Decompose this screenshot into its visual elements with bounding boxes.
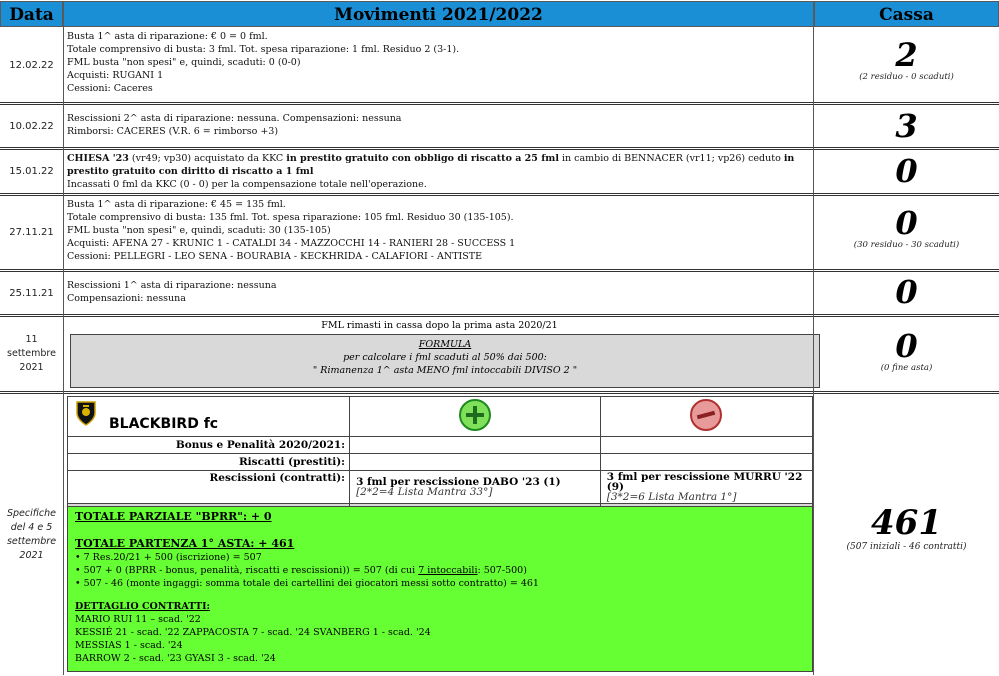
mov-line: Acquisti: RUGANI 1 (67, 70, 164, 81)
contract-line: MESSIAS 1 - scad. '24 (75, 640, 183, 651)
team-cell (68, 397, 350, 437)
table-row (0, 195, 999, 270)
row-cassa (814, 154, 999, 188)
row-date: 10.02.22 (9, 120, 54, 132)
mov-line: FML busta "non spesi" e, quindi, scaduti: 0 (0-0) (67, 57, 301, 68)
bonus-minus (600, 437, 812, 454)
plus-circle-icon (458, 398, 492, 432)
column-divider (813, 27, 814, 675)
date-line: settembre (7, 348, 56, 359)
totale-partenza: TOTALE PARTENZA 1° ASTA: + 461 (75, 537, 295, 550)
resc-note: [3*2=6 Lista Mantra 1°] (606, 491, 737, 503)
mov-line: Rimborsi: CACERES (V.R. 6 = rimborso +3) (67, 126, 279, 137)
mov-line: Cessioni: PELLEGRI - LEO SENA - BOURABIA - KECKHRIDA - CALAFIORI - ANTISTE (67, 251, 483, 262)
table-row (0, 104, 999, 148)
team-name: BLACKBIRD fc (109, 416, 219, 432)
cassa-note: (30 residuo - 30 scaduti) (853, 240, 960, 250)
mov-line-1: CHIESA '23 (vr49; vp30) acquistato da KKC in prestito gratuito con obbligo di riscatto a 25 fml in cambio di BENNACER (vr11; vp26) ceduto in (67, 153, 795, 164)
row-movimenti (63, 110, 814, 146)
contract-line: MARIO RUI 11 – scad. '22 (75, 614, 201, 625)
row-date: 12.02.22 (9, 60, 54, 71)
table-row (0, 28, 999, 103)
row-movimenti (63, 150, 814, 193)
riscatti-minus (600, 454, 812, 471)
row-movimenti (63, 317, 814, 391)
mov-line: Rescissioni 1^ asta di riparazione: nessuna (67, 280, 277, 291)
date-line: del 4 e 5 (10, 522, 53, 533)
cassa-value: 2 (895, 36, 918, 74)
rescissioni-plus (350, 471, 601, 504)
column-divider (63, 27, 64, 675)
minus-circle-icon (689, 398, 723, 432)
row-date: 15.01.22 (9, 166, 54, 177)
formula-line: " Rimanenza 1^ asta MENO fml intoccabili DIVISO 2 " (312, 365, 578, 376)
mov-line: Totale comprensivo di busta: 3 fml. Tot. spesa riparazione: 1 fml. Residuo 2 (3-1). (67, 44, 460, 55)
bullet-line: • 507 + 0 (BPRR - bonus, penalità, riscatti e rescissioni)) = 507 (di cui 7 intoccabili: 507-500) (75, 565, 527, 576)
table-row (0, 271, 999, 315)
row-date: 27.11.21 (9, 227, 54, 238)
cassa-value: 0 (895, 152, 918, 190)
row-cassa (814, 503, 999, 552)
table-row (0, 316, 999, 392)
date-line: 11 (25, 334, 38, 345)
resc-line: 3 fml per rescissione MURRU '22 (9) (606, 471, 803, 493)
row-cassa (814, 275, 999, 309)
date-line: 2021 (19, 550, 44, 561)
minus-header-cell (600, 397, 812, 437)
cassa-value: 461 (871, 503, 942, 543)
bullet-line: • 507 - 46 (monte ingaggi: somma totale dei cartellini dei giocatori messi sotto contratto) = 461 (75, 578, 539, 589)
formula-title: FORMULA (418, 339, 472, 350)
row-cassa (814, 38, 999, 82)
table-row-specifiche (0, 393, 999, 675)
row-date: 25.11.21 (9, 287, 54, 299)
plus-header-cell (350, 397, 601, 437)
bullet-line: • 7 Res.20/21 + 500 (iscrizione) = 507 (75, 552, 262, 563)
mov-line: FML busta "non spesi" e, quindi, scaduti: 30 (135-105) (67, 225, 331, 236)
mov-line: Cessioni: Caceres (67, 83, 153, 94)
formula-box (70, 334, 820, 388)
date-line: Specifiche (7, 508, 56, 519)
row-date (0, 317, 63, 391)
formula-line: per calcolare i fml scaduti al 50% dai 500: (343, 352, 547, 363)
cassa-value: 0 (895, 273, 918, 311)
riscatti-plus (350, 454, 601, 471)
riscatti-label: Riscatti (prestiti): (68, 454, 350, 471)
mov-line: Rescissioni 2^ asta di riparazione: nessuna. Compensazioni: nessuna (67, 113, 402, 124)
row-cassa (814, 109, 999, 143)
mov-line: Totale comprensivo di busta: 135 fml. Tot. spesa riparazione: 105 fml. Residuo 30 (135-105). (67, 212, 514, 223)
row-movimenti (63, 28, 814, 103)
cassa-note: (2 residuo - 0 scaduti) (859, 72, 954, 82)
cassa-note: (0 fine asta) (880, 363, 933, 373)
header-cassa: Cassa (814, 1, 999, 27)
row-date (0, 394, 63, 676)
mov-line-2: prestito gratuito con diritto di riscatto a 1 fml (67, 166, 314, 177)
cassa-value: 3 (895, 107, 918, 145)
cassa-value: 0 (895, 327, 918, 365)
green-summary-box (67, 506, 813, 672)
mov-line-3: Incassati 0 fml da KKC (0 - 0) per la compensazione totale nell'operazione. (67, 179, 427, 190)
row-movimenti (63, 277, 814, 313)
contract-line: BARROW 2 - scad. '23 GYASI 3 - scad. '24 (75, 653, 276, 664)
bonus-plus (350, 437, 601, 454)
team-table (67, 396, 813, 519)
mov-line: Acquisti: AFENA 27 - KRUNIC 1 - CATALDI 34 - MAZZOCCHI 14 - RANIERI 28 - SUCCESS 1 (67, 238, 516, 249)
mov-line: Busta 1^ asta di riparazione: € 0 = 0 fml. (67, 31, 268, 42)
team-logo-icon (75, 400, 97, 426)
contract-line: KESSIÉ 21 - scad. '22 ZAPPACOSTA 7 - scad. '24 SVANBERG 1 - scad. '24 (75, 627, 431, 638)
totale-parziale: TOTALE PARZIALE "BPRR": + 0 (75, 510, 272, 523)
rescissioni-label: Rescissioni (contratti): (68, 471, 350, 504)
resc-note: [2*2=4 Lista Mantra 33°] (356, 486, 493, 498)
dettaglio-contratti: DETTAGLIO CONTRATTI: (75, 601, 211, 612)
row-cassa (814, 329, 999, 373)
header-movimenti: Movimenti 2021/2022 (63, 1, 814, 27)
bonus-label: Bonus e Penalità 2020/2021: (68, 437, 350, 454)
row-cassa (814, 206, 999, 250)
resc-line: 3 fml per rescissione DABO '23 (1) (356, 476, 561, 488)
mov-line: Compensazioni: nessuna (67, 293, 186, 304)
header-data: Data (0, 1, 63, 27)
fml-title: FML rimasti in cassa dopo la prima asta 2020/21 (321, 320, 558, 331)
cassa-value: 0 (895, 204, 918, 242)
cassa-note: (507 iniziali - 46 contratti) (846, 542, 967, 552)
date-line: settembre (6, 536, 57, 547)
table-row (0, 149, 999, 194)
rescissioni-minus (600, 471, 812, 504)
mov-line: Busta 1^ asta di riparazione: € 45 = 135 fml. (67, 199, 286, 210)
date-line: 2021 (19, 362, 44, 373)
row-movimenti (63, 196, 814, 269)
